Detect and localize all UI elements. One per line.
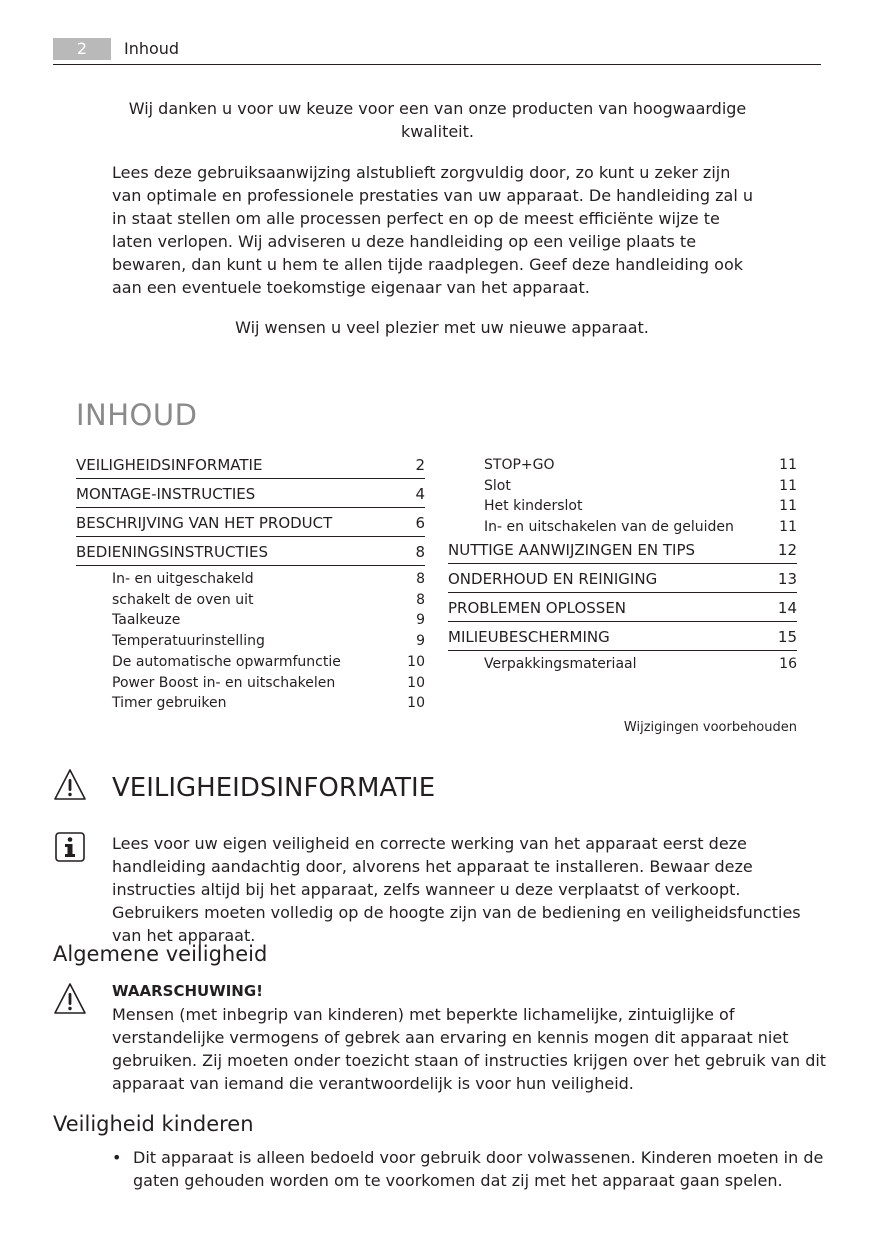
list-item (112, 1146, 827, 1192)
warning-block (112, 980, 827, 1095)
toc-entry[interactable]: ONDERHOUD EN REINIGING 13 (448, 567, 797, 593)
toc-sub-list (448, 654, 797, 675)
header-divider (53, 64, 821, 65)
general-safety-heading: Algemene veiligheid (53, 942, 268, 966)
intro-thanks: Wij danken u voor uw keuze voor een van onze producten van hoogwaardige kwaliteit. (128, 99, 747, 141)
toc-entry[interactable]: PROBLEMEN OPLOSSEN 14 (448, 596, 797, 622)
intro-wish: Wij wensen u veel plezier met uw nieuwe apparaat. (235, 318, 649, 337)
toc-subentry[interactable]: STOP+GO 11 (484, 457, 797, 473)
toc-sub-list (448, 455, 797, 538)
bullet-text: Dit apparaat is alleen bedoeld voor gebruik door volwassenen. Kinderen moeten in de gaten gehouden worden om te voorkomen dat zij met het apparaat gaan spelen. (133, 1148, 824, 1190)
toc-entry[interactable]: BEDIENINGSINSTRUCTIES 8 (76, 540, 425, 566)
toc-entry[interactable]: MONTAGE-INSTRUCTIES 4 (76, 482, 425, 508)
toc-subentry[interactable]: Taalkeuze 9 (112, 612, 425, 629)
toc-entry[interactable]: NUTTIGE AANWIJZINGEN EN TIPS 12 (448, 538, 797, 564)
info-icon (55, 832, 85, 862)
toc-subentry[interactable]: Power Boost in- en uitschakelen 10 (112, 674, 425, 691)
toc-subentry[interactable]: De automatische opwarmfunctie 10 (112, 653, 425, 670)
toc-subentry[interactable]: Slot 11 (484, 477, 797, 494)
toc-entry[interactable]: MILIEUBESCHERMING 15 (448, 625, 797, 651)
child-safety-heading: Veiligheid kinderen (53, 1112, 254, 1136)
toc-entry[interactable]: BESCHRIJVING VAN HET PRODUCT 6 (76, 511, 425, 537)
toc-subentry[interactable]: Temperatuurinstelling 9 (112, 633, 425, 650)
warning-text: Mensen (met inbegrip van kinderen) met beperkte lichamelijke, zintuiglijke of verstandelijke vermogens of gebrek aan ervaring en kennis mogen dit apparaat niet gebruiken. Zij moeten onder toezicht staan of instructies krijgen over het gebruik van dit apparaat van iemand die verantwoordelijk is voor hun veiligheid. (112, 1005, 827, 1093)
toc-subentry[interactable]: In- en uitgeschakeld 8 (112, 571, 425, 587)
toc-subentry[interactable]: Timer gebruiken 10 (112, 695, 425, 712)
toc-subentry[interactable]: Het kinderslot 11 (484, 498, 797, 515)
toc-left-column (76, 453, 425, 714)
warning-icon (53, 768, 87, 802)
warning-icon (53, 982, 87, 1016)
toc-subentry[interactable]: In- en uitschakelen van de geluiden 11 (484, 519, 797, 536)
page-number: 2 (53, 38, 111, 60)
toc-subentry[interactable]: Verpakkingsmateriaal 16 (484, 655, 797, 672)
toc-subentry[interactable]: schakelt de oven uit 8 (112, 591, 425, 608)
section-title: VEILIGHEIDSINFORMATIE (112, 773, 436, 803)
toc-sub-list (76, 569, 425, 714)
warning-label: WAARSCHUWING! (112, 982, 264, 1000)
intro-read: Lees deze gebruiksaanwijzing alstublieft zorgvuldig door, zo kunt u zeker zijn van optimale en professionele prestaties van uw apparaat. De handleiding zal u in staat stellen om alle processen perfect en op de meest efficiënte wijze te laten verlopen. Wij adviseren u deze handleiding op een veilige plaats te bewaren, dan kunt u hem te allen tijde raadplegen. Geef deze handleiding ook aan een eventuele toekomstige eigenaar van het apparaat. (112, 163, 753, 297)
changes-note: Wijzigingen voorbehouden (623, 720, 797, 735)
header-title: Inhoud (124, 39, 180, 58)
toc-entry[interactable]: VEILIGHEIDSINFORMATIE 2 (76, 453, 425, 479)
bullet-mark: • (112, 1148, 122, 1167)
toc-right-column (448, 455, 797, 675)
safety-info-text: Lees voor uw eigen veiligheid en correcte werking van het apparaat eerst deze handleiding aandachtig door, alvorens het apparaat te installeren. Bewaar deze instructies altijd bij het apparaat, zelfs wanneer u deze verplaatst of verkoopt. Gebruikers moeten volledig op de hoogte zijn van de bediening en veiligheidsfuncties van het apparaat. (112, 834, 801, 945)
toc-heading: INHOUD (76, 398, 198, 432)
